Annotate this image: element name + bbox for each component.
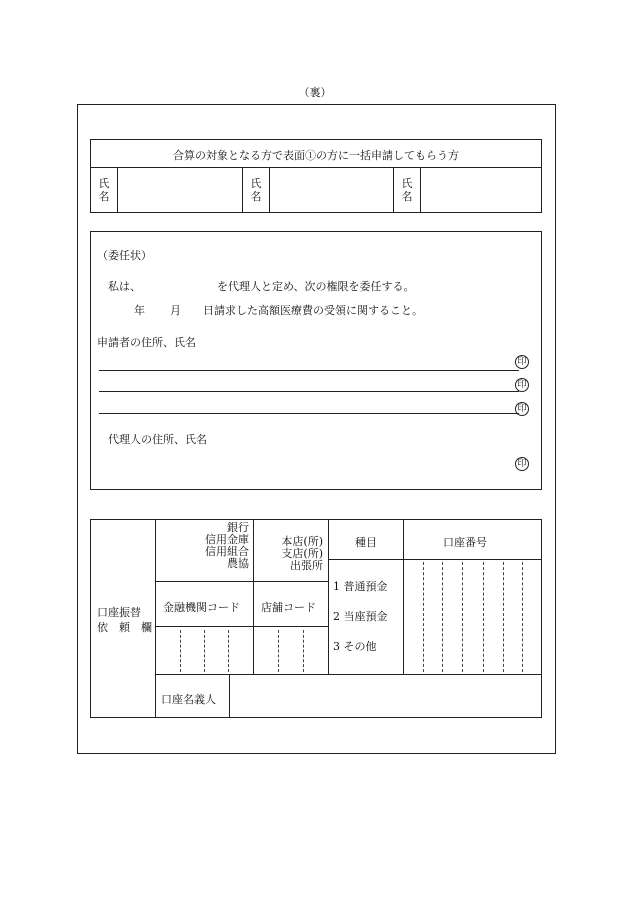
poa-line1-prefix: 私は、	[108, 280, 141, 293]
kind-option-2[interactable]: 2 当座預金	[333, 610, 388, 623]
branch-code-field[interactable]	[254, 627, 327, 673]
applicant-line-1[interactable]	[99, 370, 519, 371]
col-line	[328, 520, 329, 674]
side-label: （裏）	[298, 86, 332, 99]
name-label: 氏 名	[98, 177, 110, 203]
account-number-label: 口座番号	[443, 536, 487, 549]
name-field-3[interactable]	[421, 168, 541, 212]
names-table	[90, 139, 542, 213]
poa-year-label: 年	[134, 304, 145, 317]
institution-code-field[interactable]	[156, 627, 252, 673]
name-label: 氏 名	[401, 177, 413, 203]
row-line	[155, 581, 328, 582]
poa-heading: （委任状）	[97, 249, 152, 262]
account-holder-label: 口座名義人	[161, 693, 216, 706]
col-line	[393, 167, 394, 213]
seal-mark: 印	[515, 378, 529, 392]
name-field-2[interactable]	[270, 168, 392, 212]
kind-label: 種目	[355, 536, 377, 549]
institution-code-label: 金融機関コード	[163, 601, 240, 614]
power-of-attorney	[90, 231, 542, 490]
kind-option-1[interactable]: 1 普通預金	[333, 580, 388, 593]
seal-mark: 印	[515, 457, 529, 471]
poa-line2-rest: 日請求した高額医療費の受領に関すること。	[203, 304, 423, 317]
account-number-field[interactable]	[404, 560, 541, 673]
institution-types: 銀行 信用金庫 信用組合 農協	[205, 521, 249, 570]
seal-mark: 印	[515, 402, 529, 416]
account-holder-field[interactable]	[230, 675, 541, 717]
name-field-1[interactable]	[118, 168, 241, 212]
seal-mark: 印	[515, 355, 529, 369]
transfer-side-label: 口座振替 依 頼 欄	[97, 606, 152, 634]
kind-option-3[interactable]: 3 その他	[333, 640, 377, 653]
col-line	[242, 167, 243, 213]
applicant-label: 申請者の住所、氏名	[97, 336, 196, 349]
branch-code-label: 店舗コード	[261, 601, 316, 614]
bank-transfer-table	[90, 519, 542, 718]
poa-line1-suffix: を代理人と定め、次の権限を委任する。	[217, 280, 415, 293]
branch-types: 本店(所) 支店(所) 出張所	[281, 535, 323, 572]
poa-month-label: 月	[170, 304, 181, 317]
agent-name-field[interactable]	[147, 276, 211, 292]
applicant-line-2[interactable]	[99, 391, 519, 392]
names-table-title: 合算の対象となる方で表面①の方に一括申請してもらう方	[173, 149, 459, 162]
applicant-line-3[interactable]	[99, 413, 519, 414]
name-label: 氏 名	[250, 177, 262, 203]
agent-label: 代理人の住所、氏名	[108, 433, 207, 446]
